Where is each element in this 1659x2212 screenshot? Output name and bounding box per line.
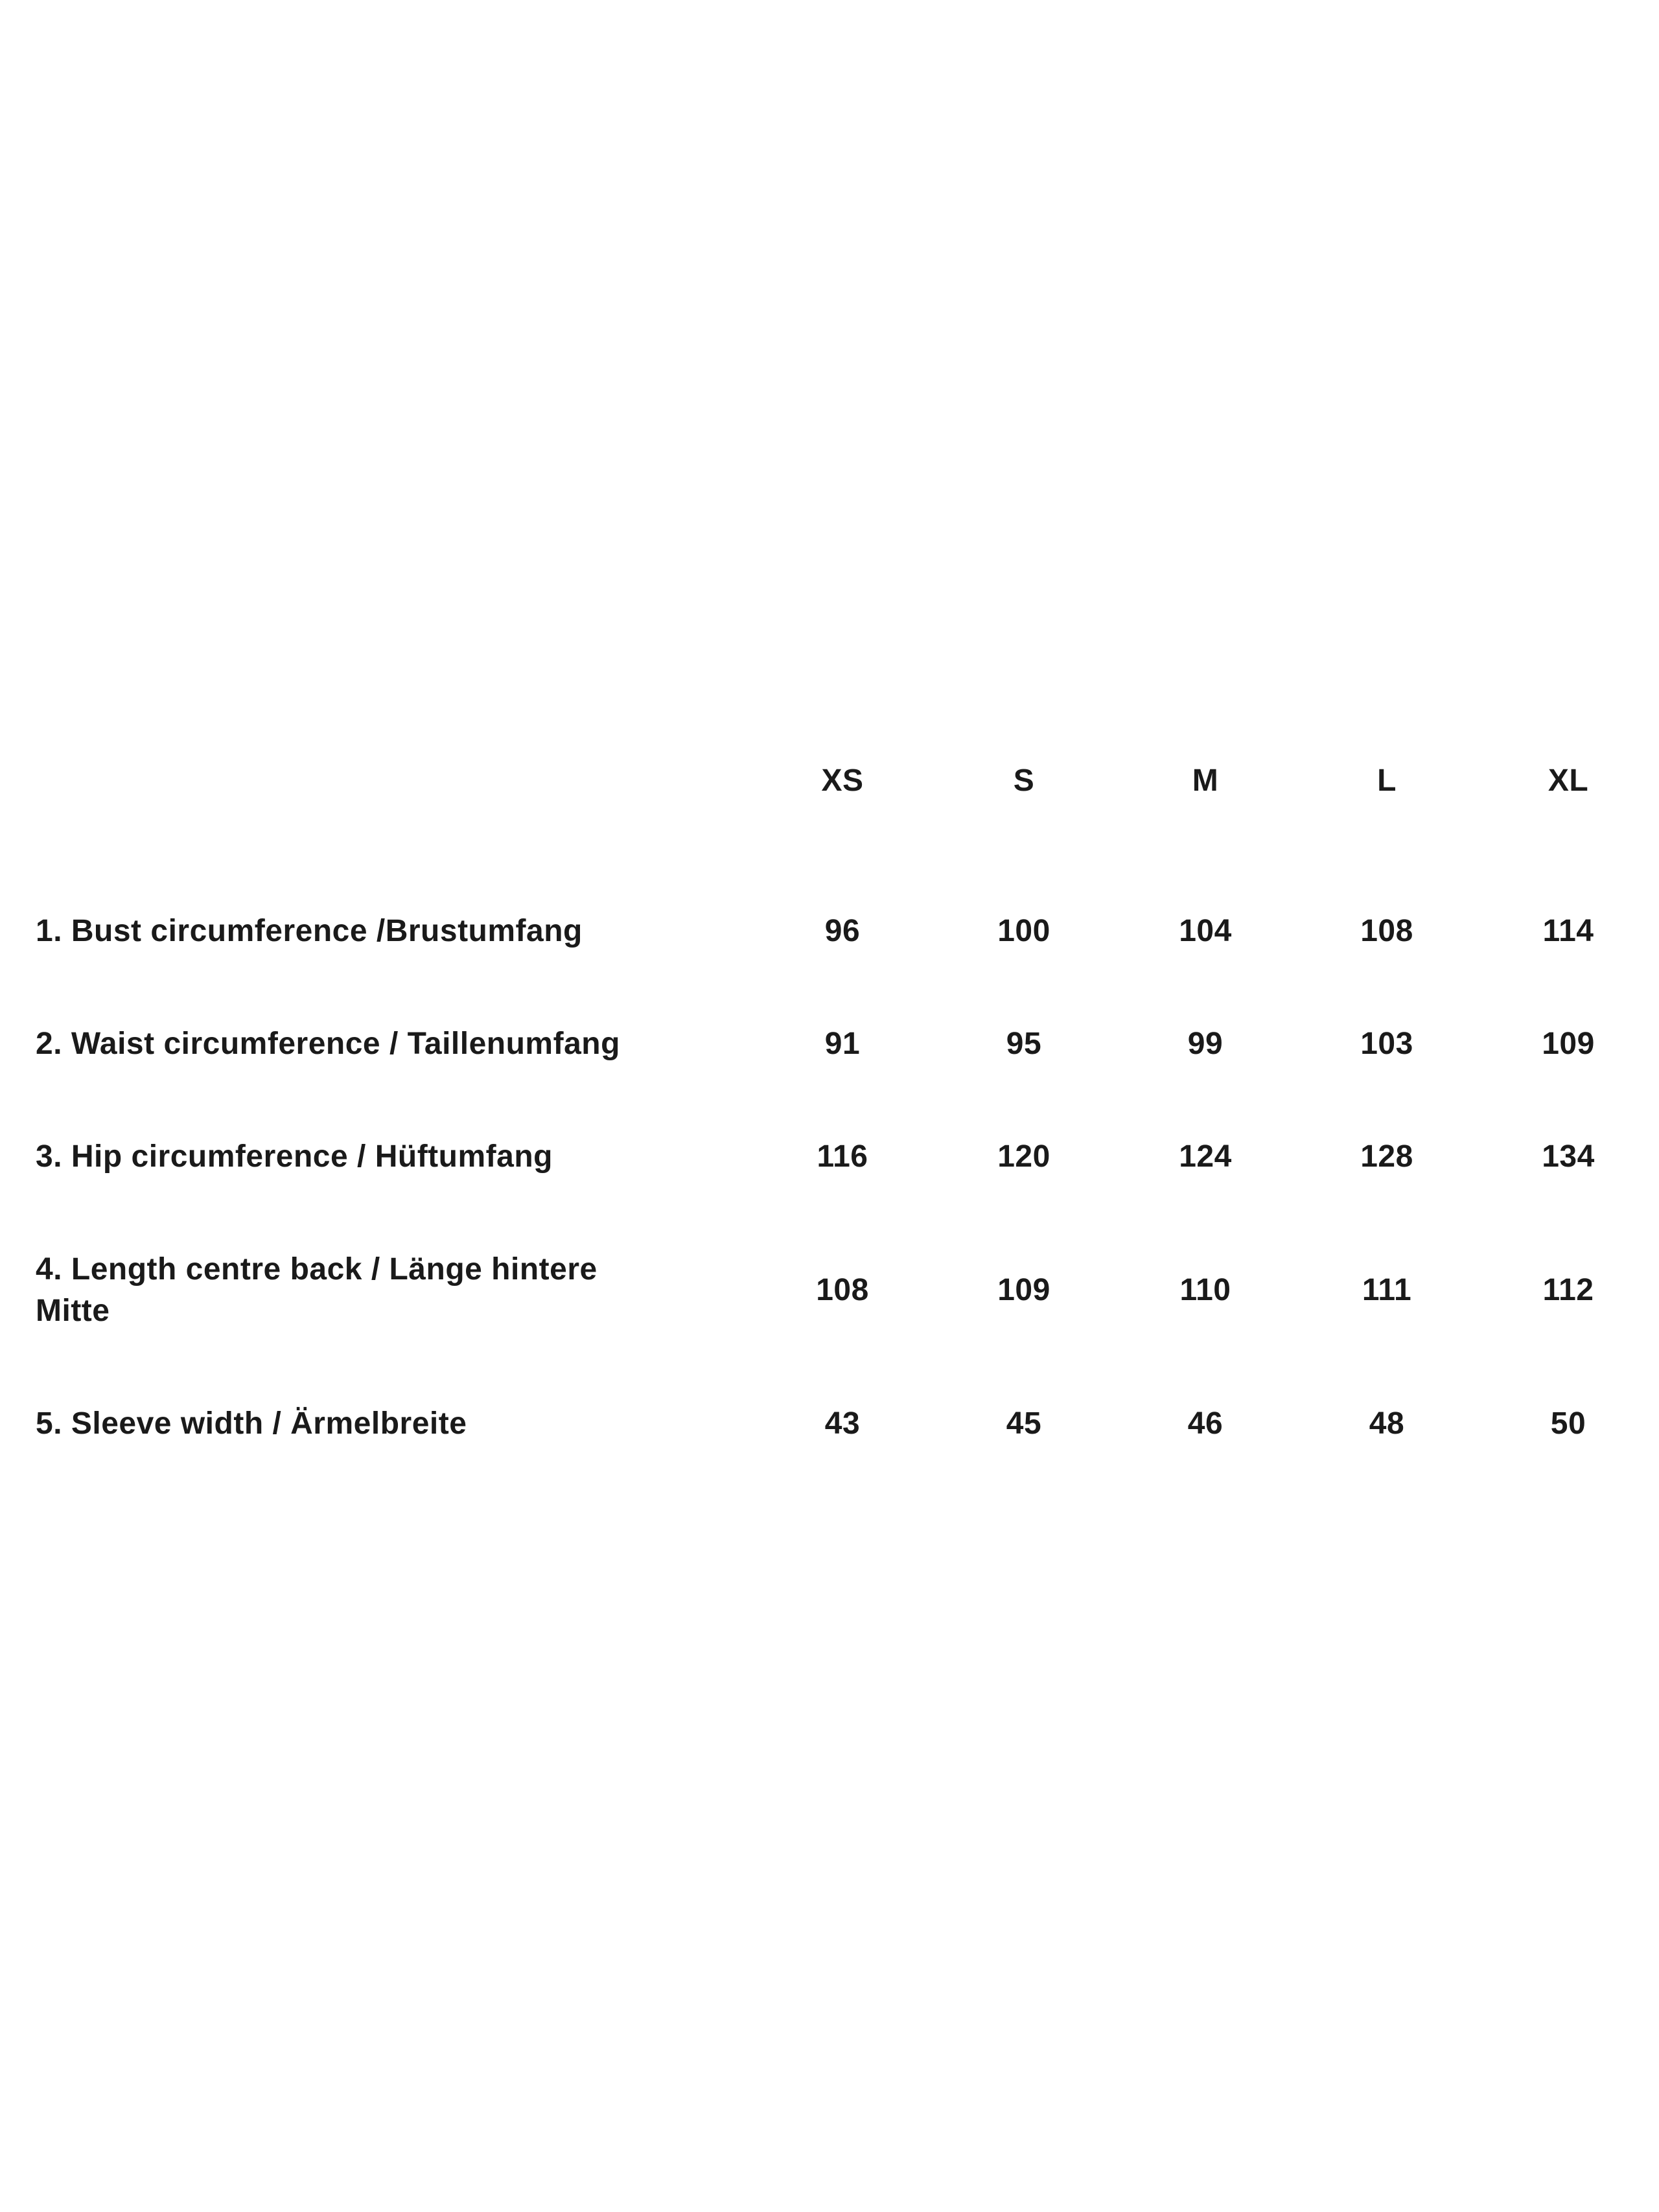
- column-header-m: M: [1192, 763, 1219, 798]
- table-row-waist: [36, 988, 1659, 1100]
- size-value: 96: [824, 914, 861, 948]
- size-value: 109: [1542, 1027, 1595, 1061]
- size-value: 128: [1360, 1139, 1413, 1174]
- size-value: 45: [1006, 1406, 1042, 1441]
- table-row-length-centre-back: [36, 1213, 1659, 1368]
- size-value: 43: [824, 1406, 861, 1441]
- column-header-xs: XS: [821, 763, 864, 798]
- measurement-label: 4. Length centre back / Länge hintere Mitte: [36, 1252, 597, 1328]
- column-header-l: L: [1377, 763, 1397, 798]
- header-corner-cell: [36, 760, 632, 802]
- size-value: 104: [1179, 914, 1232, 948]
- size-value: 103: [1360, 1027, 1413, 1061]
- column-header-s: S: [1013, 763, 1035, 798]
- measurement-label: 1. Bust circumference /Brustumfang: [36, 914, 583, 948]
- size-value: 110: [1179, 1273, 1231, 1307]
- size-value: 99: [1187, 1027, 1224, 1061]
- measurement-label: 5. Sleeve width / Ärmelbreite: [36, 1406, 467, 1441]
- size-value: 124: [1179, 1139, 1232, 1174]
- size-value: 95: [1006, 1027, 1042, 1061]
- size-value: 112: [1542, 1273, 1594, 1307]
- size-value: 100: [997, 914, 1050, 948]
- measurement-label: 2. Waist circumference / Taillenumfang: [36, 1027, 620, 1061]
- table-header-row: [36, 739, 1659, 823]
- size-value: 120: [997, 1139, 1050, 1174]
- table-row-sleeve-width: [36, 1368, 1659, 1480]
- size-value: 109: [997, 1273, 1050, 1307]
- size-chart-table: [36, 739, 1659, 1480]
- size-value: 46: [1187, 1406, 1224, 1441]
- size-value: 48: [1369, 1406, 1405, 1441]
- size-value: 111: [1362, 1273, 1412, 1307]
- size-value: 114: [1542, 914, 1594, 948]
- column-header-xl: XL: [1548, 763, 1589, 798]
- size-value: 108: [816, 1273, 869, 1307]
- size-value: 116: [817, 1139, 868, 1174]
- table-row-hip: [36, 1100, 1659, 1213]
- measurement-label: 3. Hip circumference / Hüftumfang: [36, 1139, 553, 1174]
- size-value: 50: [1550, 1406, 1586, 1441]
- size-value: 134: [1542, 1139, 1595, 1174]
- size-value: 91: [824, 1027, 861, 1061]
- size-value: 108: [1360, 914, 1413, 948]
- table-row-bust: [36, 875, 1659, 988]
